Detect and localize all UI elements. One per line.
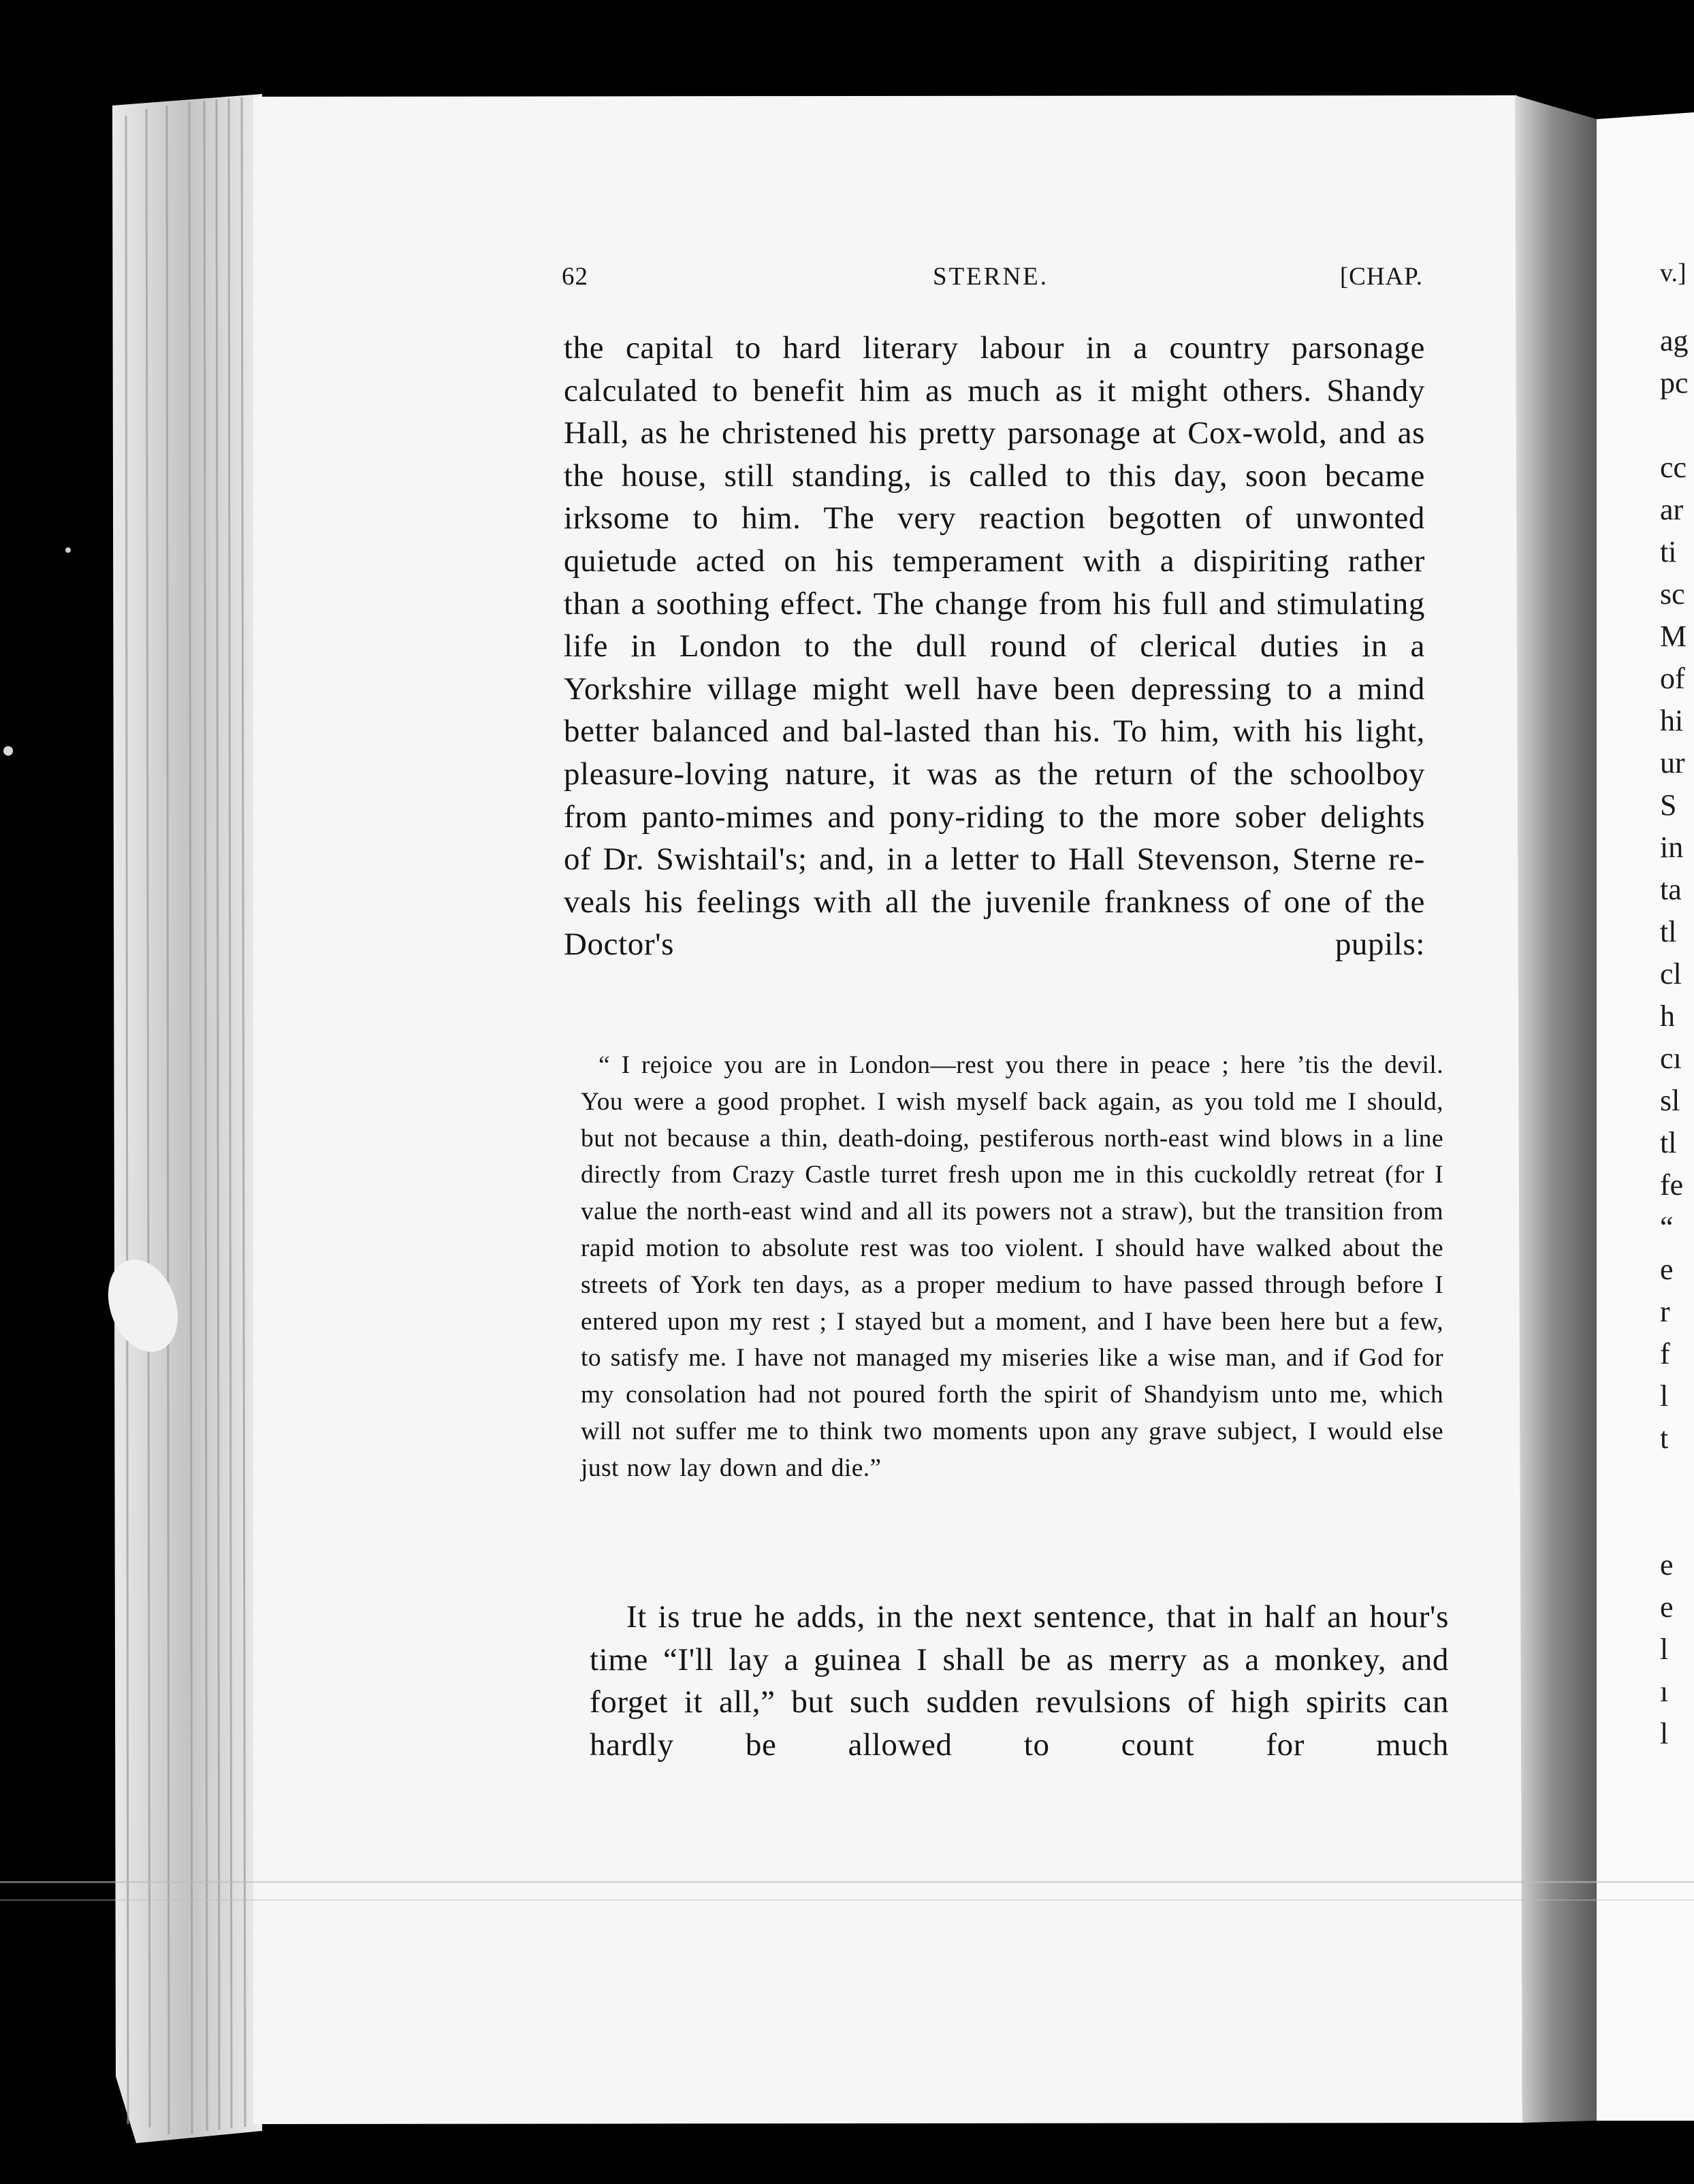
body-paragraph-1: the capital to hard literary labour in a country parsonage calculated to benefit him as much as it might others. Shandy Hall, as he christened his pretty parsonage at Cox-wold, and as the house, still standing, is called to this day, soon became irksome to him. The very reaction begotten of unwonted quietude acted on his temperament with a dispiriting rather than a soothing effect. The change from his full and stimulating life in London to the dull round of clerical duties in a Yorkshire village might well have been depressing to a mind better balanced and bal-lasted than his. To him, with his light, pleasure-loving nature, it was as the return of the schoolboy from panto-mimes and pony-riding to the more sober delights of Dr. Swishtail's; and, in a letter to Hall Stevenson, Sterne re-veals his feelings with all the juvenile frankness of one of the Doctor's pupils: — [564, 330, 1425, 963]
next-page-line-start: fe — [1660, 1168, 1684, 1202]
next-page-line-start: hi — [1660, 704, 1684, 737]
next-page-line-start: l — [1660, 1633, 1669, 1666]
running-title: STERNE. — [933, 263, 1049, 291]
next-page-chapter-mark: v.] — [1660, 259, 1687, 287]
next-page-line-start: ag — [1660, 324, 1689, 357]
next-page-line-start: f — [1660, 1337, 1670, 1370]
next-page-line-start: cl — [1660, 957, 1682, 991]
next-page-line-start — [1660, 1502, 1694, 1544]
next-page-line-start: S — [1660, 788, 1677, 822]
next-page-line-start: tl — [1660, 915, 1677, 948]
next-page-line-start: l — [1660, 1717, 1669, 1750]
next-page-line-start: ta — [1660, 873, 1682, 906]
next-page-line-start: pc — [1660, 366, 1689, 400]
next-page-line-start — [1660, 1460, 1694, 1502]
next-page-line-start: e — [1660, 1590, 1674, 1624]
next-page-line-start: tl — [1660, 1126, 1677, 1159]
next-page-line-start: ar — [1660, 493, 1684, 526]
next-page-line-start: e — [1660, 1253, 1674, 1286]
next-page-line-start: sl — [1660, 1084, 1680, 1117]
running-head — [562, 262, 1423, 303]
body-paragraph-2: It is true he adds, in the next sentence, that in half an hour's time “I'll lay a guinea I shall be as merry as a monkey, and forget it all,” but such sudden revulsions of high spirits can hardly be allowed to count for much — [590, 1599, 1449, 1763]
next-page-line-start: ur — [1660, 746, 1685, 780]
next-page-line-start: in — [1660, 831, 1684, 864]
next-page-line-start: l — [1660, 1379, 1669, 1413]
next-page-line-starts — [1660, 320, 1694, 1755]
next-page-line-start: h — [1660, 999, 1675, 1033]
next-page-line-start — [1660, 404, 1694, 447]
next-page-line-start: e — [1660, 1548, 1674, 1581]
next-page-line-start: “ — [1660, 1210, 1674, 1244]
page-number: 62 — [562, 263, 588, 291]
next-page-line-start: ti — [1660, 535, 1677, 568]
next-page-line-start: cc — [1660, 451, 1687, 484]
next-page-line-start: M — [1660, 620, 1687, 653]
next-page-line-start: of — [1660, 662, 1685, 695]
next-page-line-start: ı — [1660, 1675, 1669, 1708]
next-page-line-start: t — [1660, 1422, 1669, 1455]
next-page-line-start: sc — [1660, 577, 1685, 611]
next-page-line-start: r — [1660, 1295, 1670, 1328]
letter-quotation: “ I rejoice you are in London—rest you there in peace ; here ’tis the devil. You were a good prophet. I wish myself back again, as you told me I should, but not because a thin, death-doing, pestiferous north-east wind blows in a line directly from Crazy Castle turret fresh upon me in this cuckoldly retreat (for I value the north-east wind and all its powers not a straw), but the transition from rapid motion to absolute rest was too violent. I should have walked about the streets of York ten days, as a proper medium to have passed through before I entered upon my rest ; I stayed but a moment, and I have been here but a few, to satisfy me. I have not managed my miseries like a wise man, and if God for my consolation had not poured forth the spirit of Shandyism unto me, which will not suffer me to think two moments upon any grave subject, I would else just now lay down and die.” — [581, 1051, 1443, 1482]
chapter-mark: [CHAP. — [1339, 263, 1423, 291]
next-page-line-start: cı — [1660, 1042, 1682, 1075]
